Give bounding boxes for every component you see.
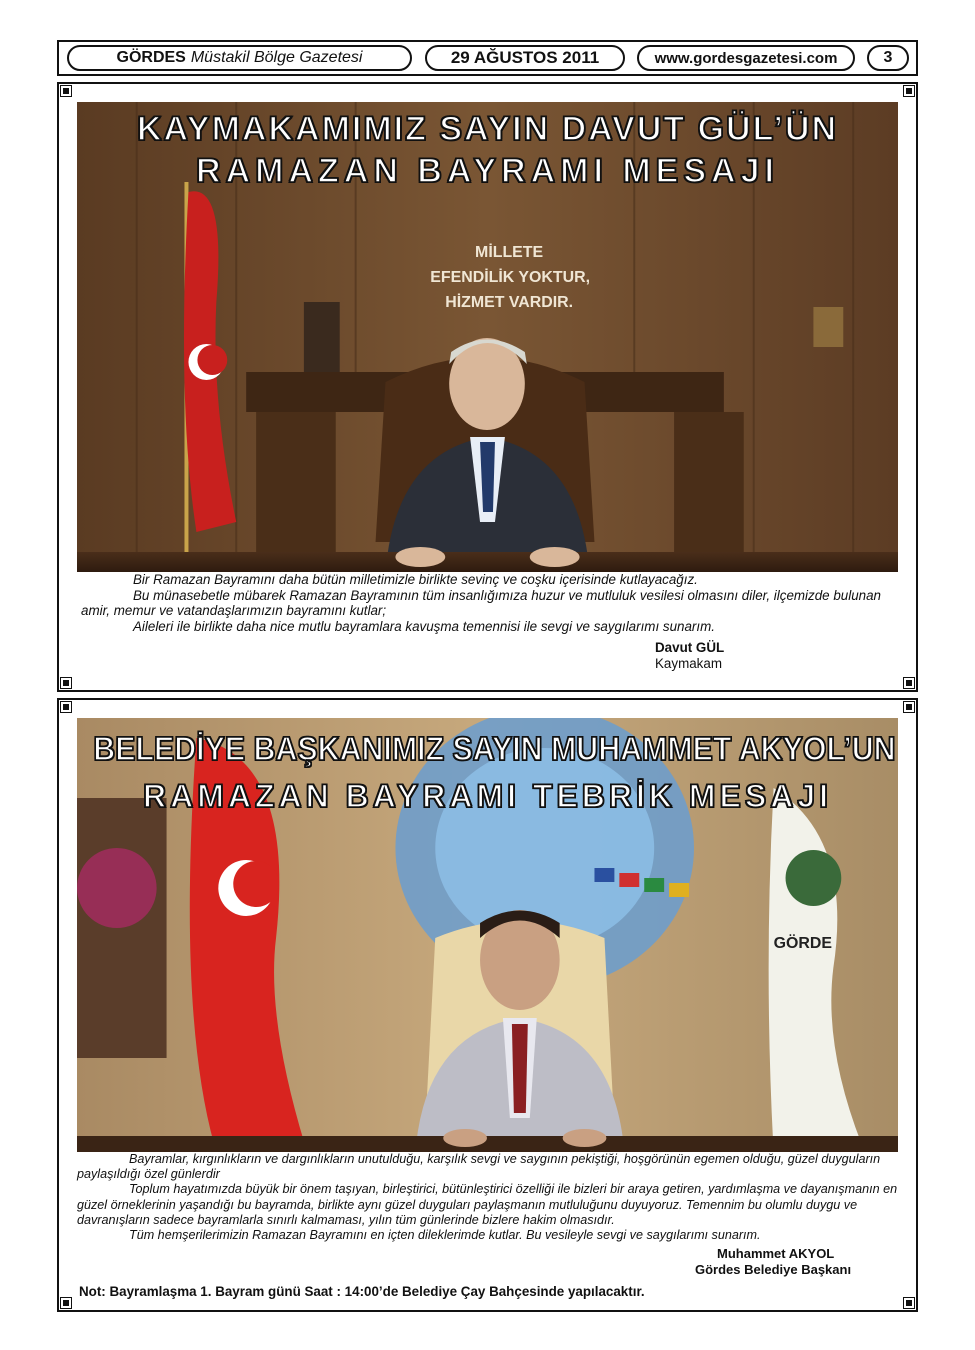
article1-headline-line2: RAMAZAN BAYRAMI MESAJI (196, 152, 779, 190)
wall-text-line2: EFENDİLİK YOKTUR, (430, 268, 591, 287)
newspaper-header (57, 40, 918, 76)
issue-date: 29 AĞUSTOS 2011 (425, 45, 625, 71)
signature-name: Muhammet AKYOL (717, 1246, 835, 1261)
article1-message (81, 572, 894, 634)
article1-paragraph: Bu münasebetle mübarek Ramazan Bayramının tüm insanlığımıza huzur ve mutluluk vesilesi olmasını diler, ilçemizde bulunan amir, memur ve vatandaşlarımızın bayramını kutlar; (81, 587, 881, 619)
flag-text: GÖRDE (773, 934, 832, 953)
article-belediye (57, 698, 918, 1312)
article2-paragraph: Bayramlar, kırgınlıkların ve dargınlıkların unutulduğu, karşılık sevgi ve saygının pekiştiği, hoşgörünün egemen olduğu, güzel duyguların paylaşıldığı özel günlerdir (77, 1152, 881, 1182)
article2-paragraph: Toplum hayatımızda büyük bir önem taşıyan, birleştirici, bütünleştirici özelliği ile bizleri bir araya getiren, yardımlaşma ve dayanışmanın en güzel örneklerinin yaşandığı bu bayramda, birlikte aynı güzel duyguları paylaşmanın mutluluğunu duyuyoruz. Temennim bu olumlu duygu ve davranışların sadece bayramlarla sınırlı kalmaması, yılın tüm günlerinde bizlere hakim olmasıdır. (77, 1182, 898, 1227)
article1-paragraph: Aileleri ile birlikte daha nice mutlu bayramlara kavuşma temennisi ile sevgi ve saygılarımı sunarım. (133, 618, 715, 634)
article1-paragraph: Bir Ramazan Bayramını daha bütün milletimizle birlikte sevinç ve coşku içerisinde kutlayacağız. (133, 572, 698, 587)
event-note: Not: Bayramlaşma 1. Bayram günü Saat : 14:00’de Belediye Çay Bahçesinde yapılacaktır. (79, 1284, 645, 1299)
article2-headline-line1: BELEDİYE BAŞKANIMIZ SAYIN MUHAMMET AKYOL’UN (93, 730, 896, 767)
signature-title: Kaymakam (655, 656, 722, 671)
page-number: 3 (867, 45, 909, 71)
paper-subtitle: Müstakil Bölge Gazetesi (190, 49, 363, 66)
article2-message (77, 1152, 898, 1243)
article2-paragraph: Tüm hemşerilerimizin Ramazan Bayramını en içten dileklerimde kutlar. Bu vesileyle sevgi ve saygılarımı sunarım. (129, 1228, 761, 1243)
article1-headline-line1: KAYMAKAMIMIZ SAYIN DAVUT GÜL’ÜN (136, 110, 839, 148)
paper-name-pill (67, 45, 412, 71)
signature-title: Gördes Belediye Başkanı (695, 1262, 852, 1277)
website-link[interactable]: www.gordesgazetesi.com (637, 45, 855, 71)
paper-name: GÖRDES (116, 49, 186, 66)
article-kaymakam (57, 82, 918, 692)
article1-signature (655, 640, 724, 672)
article2-signature (695, 1246, 851, 1278)
signature-name: Davut GÜL (655, 640, 725, 655)
article2-headline-line2: RAMAZAN BAYRAMI TEBRİK MESAJI (142, 778, 833, 814)
wall-text-line1: MİLLETE (475, 243, 544, 262)
wall-text-line3: HİZMET VARDIR. (445, 293, 574, 312)
